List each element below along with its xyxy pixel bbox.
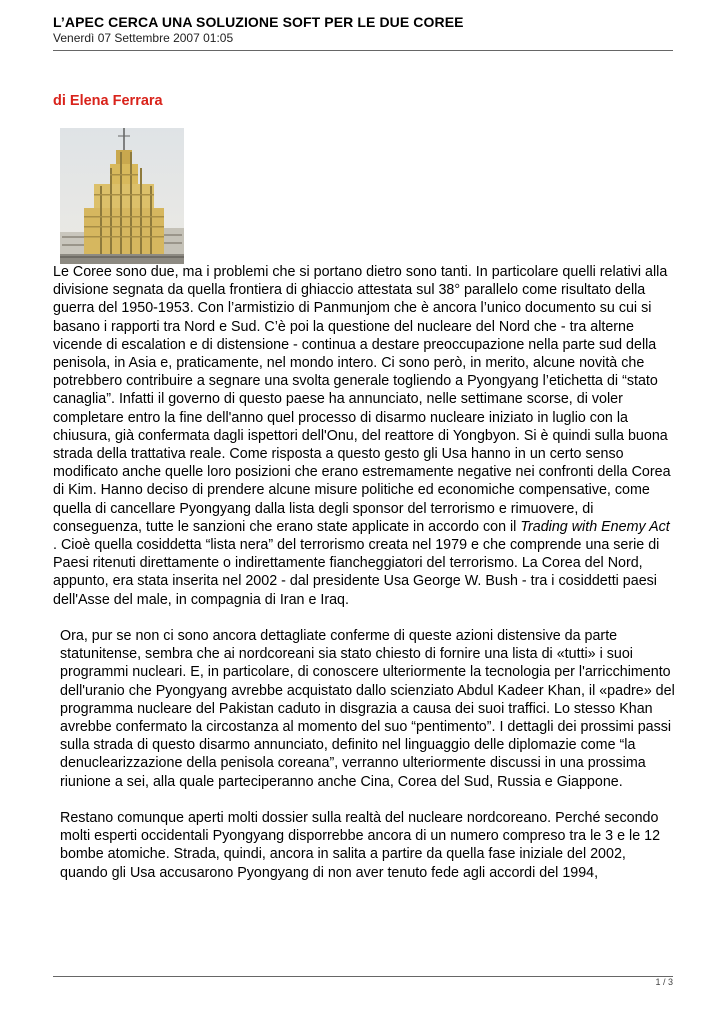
- header-divider: [53, 50, 673, 51]
- article-paragraph: [53, 263, 677, 609]
- article-title: L’APEC CERCA UNA SOLUZIONE SOFT PER LE DUE COREE: [53, 14, 464, 30]
- article-date: Venerdì 07 Settembre 2007 01:05: [53, 31, 234, 45]
- article-paragraph: Restano comunque aperti molti dossier sulla realtà del nucleare nordcoreano. Perché secondo molti esperti occidentali Pyongyang disporrebbe ancora di un numero compreso tra le 3 e le 12 bombe atomiche. Strada, quindi, ancora in salita a partire da quella fase iniziale del 2002, quando gli Usa accusarono Pyongyang di non aver tenuto fede agli accordi del 1994,: [60, 810, 661, 881]
- article-body: [53, 263, 677, 882]
- footer-divider: [53, 976, 673, 977]
- document-header: [53, 14, 673, 45]
- paragraph-text: Le Coree sono due, ma i problemi che si portano dietro sono tanti. In particolare quelli relativi alla divisione segnata da quella frontiera di ghiaccio attestata sul 38° parallelo come risultato della guerra del 1950-1953. Con l’armistizio di Panmunjom che è ancora l’unico documento su cui si basano i rapporti tra Nord e Sud. C’è poi la questione del nucleare del Nord che - tra alterne vicende di escalation e di distensione - continua a destare preoccupazione nella parte sud della penisola, in Asia e, praticamente, nel mondo intero. Ci sono però, in merito, alcune novità che potrebbero contribuire a segnare una svolta generale togliendo a Pyongyang l’etichetta di “stato canaglia”. Infatti il governo di questo paese ha annunciato, nelle settimane scorse, di voler completare entro la fine dell'anno quel processo di disarmo nucleare iniziato in luglio con la chiusura, già confermata dagli ispettori dell'Onu, del reattore di Yongbyon. Si è quindi sulla buona strada della trattativa reale. Come risposta a questo gesto gli Usa hanno in un certo senso modificato anche quelle loro posizioni che erano estremamente negative nei confronti della Corea di Kim. Hanno deciso di prendere alcune misure politiche ed economiche compensative, come quella di cancellare Pyongyang dalla lista degli sponsor del terrorismo e rimuovere, di conseguenza, tutte le sanzioni che erano state applicate in accordo con il: [53, 264, 671, 535]
- paragraph-text: . Cioè quella cosiddetta “lista nera” del terrorismo creata nel 1979 e che comprende una serie di Paesi ritenuti direttamente o indirettamente fiancheggiatori del terrorismo. La Corea del Nord, appunto, era stata inserita nel 2002 - dal presidente Usa George W. Bush - tra i cosiddetti paesi dell'Asse del male, in compagnia di Iran e Iraq.: [53, 537, 660, 608]
- article-author: di Elena Ferrara: [53, 93, 163, 109]
- law-title: Trading with Enemy Act: [520, 518, 670, 535]
- article-photo: [60, 128, 184, 264]
- page-number: 1 / 3: [655, 977, 673, 987]
- article-paragraph: Ora, pur se non ci sono ancora dettagliate conferme di queste azioni distensive da parte statunitense, sembra che ai nordcoreani sia stato chiesto di fornire una lista di «tutti» i suoi programmi nucleari. E, in particolare, di conoscere ulteriormente la tecnologia per l'arricchimento dell'uranio che Pyongyang avrebbe acquistato dallo scienziato Abdul Kadeer Khan, il «padre» del programma nucleare del Pakistan caduto in disgrazia a causa dei suoi traffici. Lo stesso Khan avrebbe confermato la circostanza al momento del suo “pentimento”. I dettagli dei prossimi passi sulla strada di questo disarmo annunciato, definito nel linguaggio delle diplomazie come “la denuclearizzazione della penisola coreana”, verranno ulteriormente discussi in una prossima riunione a sei, alla quale parteciperanno anche Cina, Corea del Sud, Russia e Giappone.: [60, 628, 675, 790]
